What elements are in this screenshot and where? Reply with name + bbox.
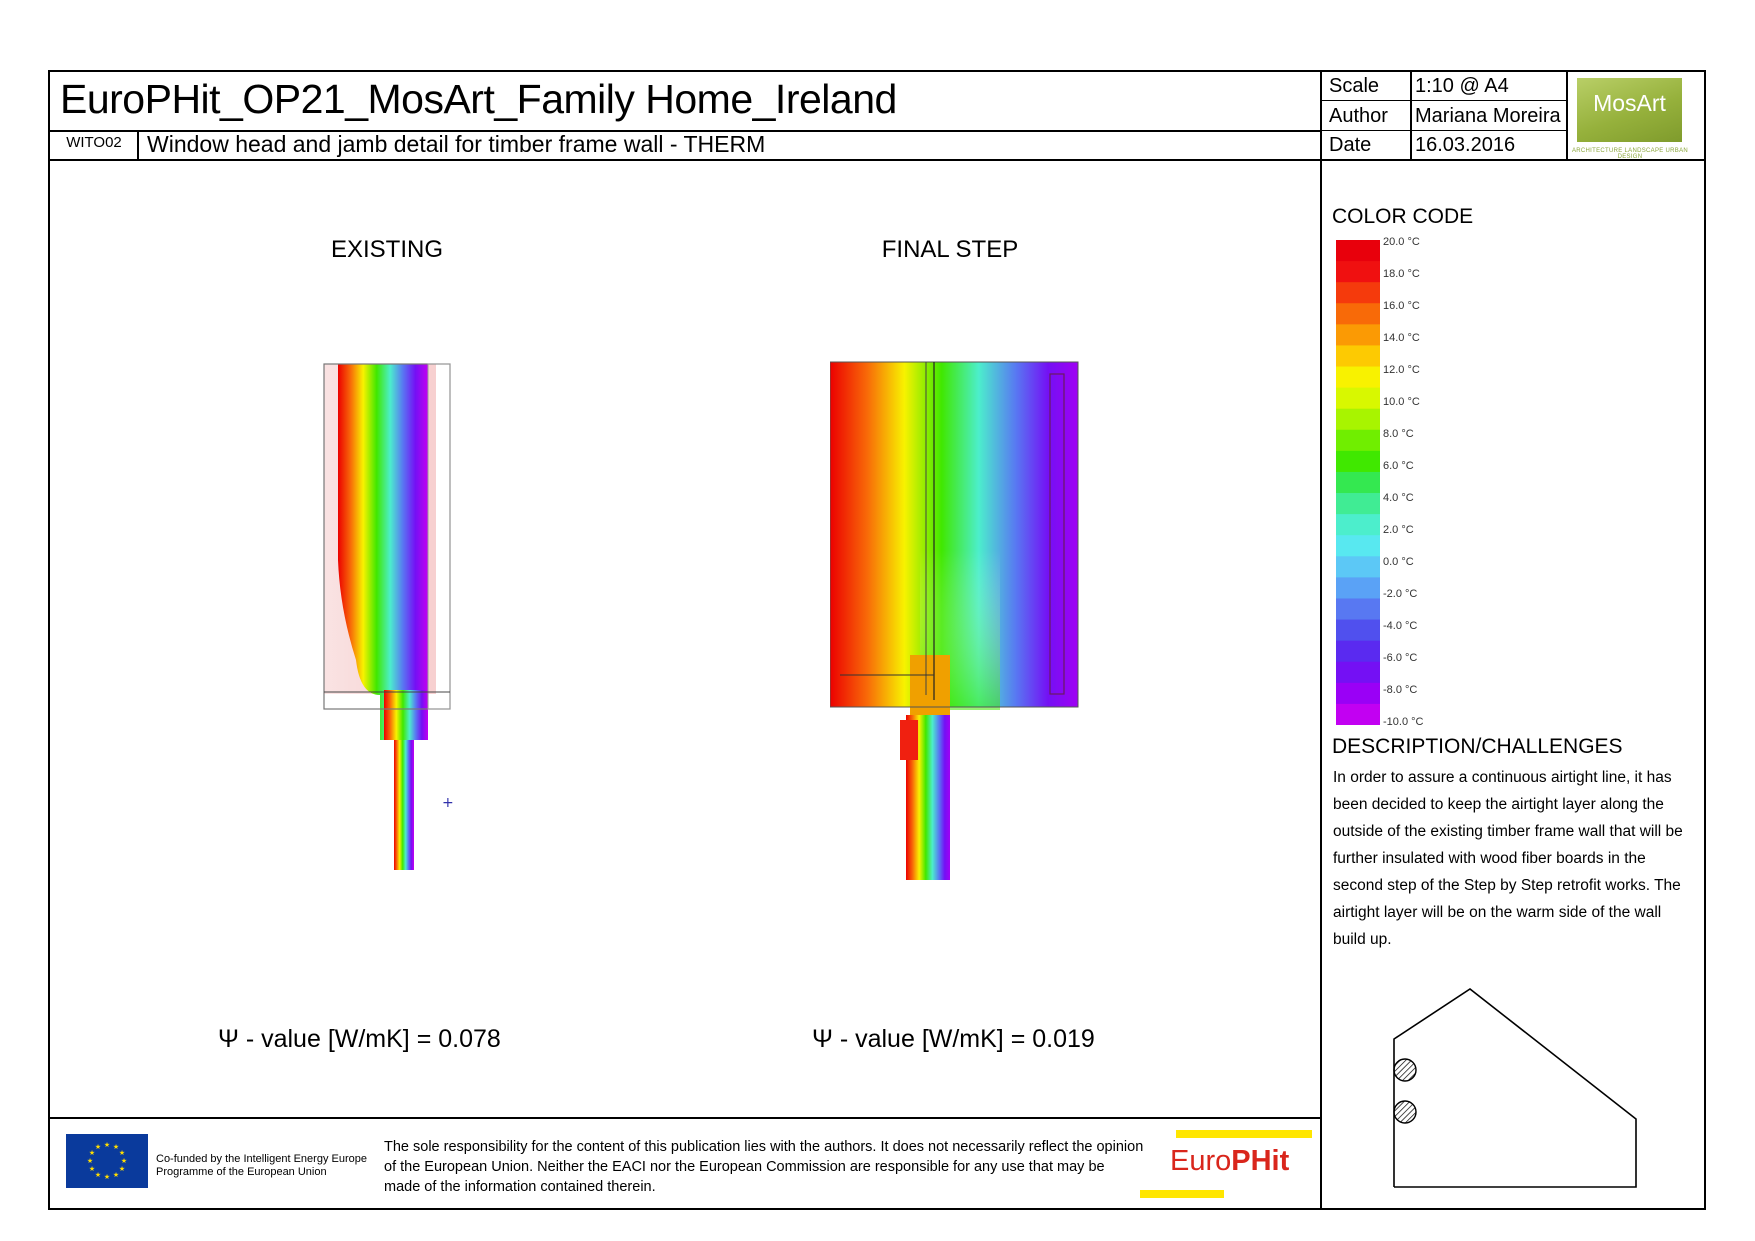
legend-swatch: [1336, 261, 1380, 283]
legend-label: 0.0 °C: [1383, 556, 1414, 568]
svg-text:★: ★: [103, 1173, 111, 1181]
legend-swatch: [1336, 598, 1380, 620]
legend-label: 8.0 °C: [1383, 428, 1414, 440]
existing-psi-value: Ψ - value [W/mK] = 0.078: [218, 1025, 501, 1053]
legend-swatch: [1336, 704, 1380, 725]
legend-label: 14.0 °C: [1383, 332, 1420, 344]
mosart-logo-text: MosArt: [1593, 90, 1666, 116]
mosart-logo: [1577, 78, 1682, 142]
detail-location-marker-2: [1394, 1101, 1416, 1123]
svg-text:★: ★: [112, 1143, 120, 1151]
legend-label: 12.0 °C: [1383, 364, 1420, 376]
legend-swatch: [1336, 683, 1380, 705]
final-psi-value: Ψ - value [W/mK] = 0.019: [812, 1025, 1095, 1053]
header-bottom-line: [48, 159, 1706, 161]
svg-text:★: ★: [88, 1165, 96, 1173]
legend-swatch: [1336, 451, 1380, 473]
final-step-heading: FINAL STEP: [881, 236, 1019, 263]
legend-swatch: [1336, 493, 1380, 515]
meta-col-divider: [1410, 70, 1412, 160]
legend-swatch: [1336, 282, 1380, 304]
color-legend-bar: [1336, 240, 1380, 725]
meta-row-line-2: [1320, 130, 1566, 131]
svg-text:★: ★: [118, 1149, 126, 1157]
cofund-text: Co-funded by the Intelligent Energy Europe Programme of the European Union: [156, 1153, 367, 1178]
legend-label: 10.0 °C: [1383, 396, 1420, 408]
date-label: Date: [1329, 134, 1372, 156]
eu-flag-logo: [66, 1134, 148, 1188]
svg-text:★: ★: [88, 1149, 96, 1157]
legend-swatch: [1336, 535, 1380, 557]
existing-glazing-gradient: [394, 740, 414, 870]
existing-frame-gradient: [384, 690, 428, 740]
footer-top-line: [48, 1117, 1322, 1119]
legend-swatch: [1336, 472, 1380, 494]
scale-label: Scale: [1329, 75, 1380, 97]
legend-label: 18.0 °C: [1383, 268, 1420, 280]
final-frame-block: [910, 655, 950, 715]
author-value: Mariana Moreira: [1415, 105, 1561, 127]
mosart-logo-tagline: ARCHITECTURE LANDSCAPE URBAN DESIGN: [1571, 148, 1689, 160]
legend-swatch: [1336, 324, 1380, 346]
legend-swatch: [1336, 409, 1380, 431]
scale-value: 1:10 @ A4: [1415, 75, 1509, 97]
svg-text:★: ★: [94, 1143, 102, 1151]
legend-label: -6.0 °C: [1383, 652, 1418, 664]
sheet-title: EuroPHit_OP21_MosArt_Family Home_Ireland: [60, 76, 897, 122]
code-divider: [137, 131, 139, 160]
legend-label: 6.0 °C: [1383, 460, 1414, 472]
legend-swatch: [1336, 240, 1380, 262]
europhit-logo-text: [1170, 1145, 1289, 1178]
legend-label: -2.0 °C: [1383, 588, 1418, 600]
legend-swatch: [1336, 577, 1380, 599]
svg-text:★: ★: [120, 1157, 128, 1165]
legend-label: 2.0 °C: [1383, 524, 1414, 536]
legend-swatch: [1336, 620, 1380, 642]
legend-swatch: [1336, 556, 1380, 578]
europhit-logo-phit: PHit: [1231, 1145, 1290, 1177]
legend-swatch: [1336, 641, 1380, 663]
eu-stars-icon: [66, 1134, 148, 1188]
svg-text:★: ★: [94, 1171, 102, 1179]
sheet-subtitle: Window head and jamb detail for timber frame wall - THERM: [147, 131, 766, 157]
house-location-icon: [1390, 985, 1660, 1195]
europhit-logo-euro: Euro: [1170, 1145, 1232, 1177]
svg-text:★: ★: [103, 1141, 111, 1149]
author-label: Author: [1329, 105, 1388, 127]
legend-swatch: [1336, 662, 1380, 684]
legend-swatch: [1336, 388, 1380, 410]
legend-label: -8.0 °C: [1383, 684, 1418, 696]
sidebar-divider: [1320, 70, 1322, 1210]
legend-swatch: [1336, 514, 1380, 536]
legend-swatch: [1336, 345, 1380, 367]
svg-text:★: ★: [112, 1171, 120, 1179]
sheet-code: WITO02: [66, 134, 122, 151]
existing-marker-cross: +: [442, 795, 454, 811]
legend-label: 20.0 °C: [1383, 236, 1420, 248]
existing-therm-image: [300, 360, 500, 880]
legend-swatch: [1336, 303, 1380, 325]
detail-location-marker-1: [1394, 1059, 1416, 1081]
final-therm-image: [830, 360, 1090, 890]
legend-label: 4.0 °C: [1383, 492, 1414, 504]
legend-label: -4.0 °C: [1383, 620, 1418, 632]
svg-text:★: ★: [118, 1165, 126, 1173]
legend-label: -10.0 °C: [1383, 716, 1424, 728]
legend-label: 16.0 °C: [1383, 300, 1420, 312]
description-title: DESCRIPTION/CHALLENGES: [1332, 735, 1623, 758]
disclaimer-text: The sole responsibility for the content of this publication lies with the authors. It does not necessarily reflect the opinion of the European Union. Neither the EACI nor the European Commission are responsible for any use that may be made of the information contained therein.: [384, 1139, 1144, 1195]
color-code-title: COLOR CODE: [1332, 205, 1474, 228]
legend-swatch: [1336, 367, 1380, 389]
svg-text:★: ★: [86, 1157, 94, 1165]
description-text: In order to assure a continuous airtight line, it has been decided to keep the airtight layer along the outside of the existing timber frame wall that will be further insulated with wood fiber boards in the second step of the Step by Step retrofit works. The airtight layer will be on the warm side of the wall build up.: [1333, 769, 1683, 948]
meta-row-line-1: [1320, 100, 1566, 101]
meta-logo-divider: [1566, 70, 1568, 160]
date-value: 16.03.2016: [1415, 134, 1516, 156]
legend-swatch: [1336, 430, 1380, 452]
existing-heading: EXISTING: [330, 236, 444, 263]
final-sill-block: [900, 720, 918, 760]
